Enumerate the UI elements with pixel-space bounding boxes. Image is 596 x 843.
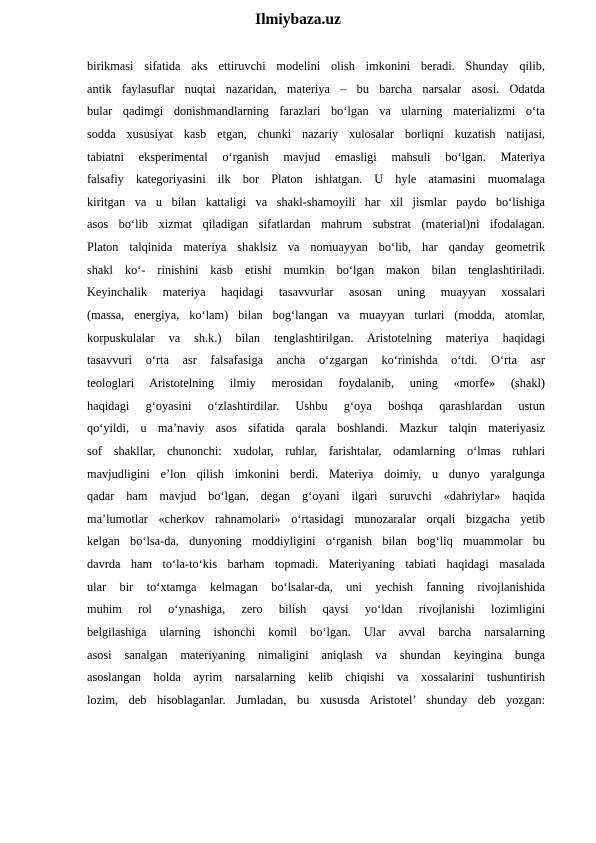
paragraph-line: lozim, deb hisoblaganlar. Jumladan, bu xususda Aristotel’ shunday deb yozgan: xyxy=(87,692,545,707)
paragraph-line: Keyinchalik materiya haqidagi tasavvurlar asosan uning muayyan xossalari xyxy=(87,285,545,300)
site-header-title: Ilmiybaza.uz xyxy=(255,11,341,28)
paragraph-line: (massa, energiya, ko‘lam) bilan bog‘langan va muayyan turlari (modda, atomlar, xyxy=(87,308,545,323)
paragraph-line: sodda xususiyat kasb etgan, chunki nazariy xulosalar borliqni kuzatish natijasi, xyxy=(87,126,545,141)
paragraph-line: tabiatni eksperimental o‘rganish mavjud emasligi mahsuli bo‘lgan. Materiya xyxy=(87,149,545,164)
paragraph-line: Platon talqinida materiya shaklsiz va nomuayyan bo‘lib, har qanday geometrik xyxy=(87,240,545,255)
paragraph-line: kelgan bo‘lsa-da, dunyoning moddiyligini o‘rganish bilan bog‘liq muammolar bu xyxy=(87,534,545,549)
paragraph-line: haqidagi g‘oyasini o‘zlashtirdilar. Ushbu g‘oya boshqa qarashlardan ustun xyxy=(87,398,545,413)
paragraph-line: belgilashiga ularning ishonchi komil bo‘lgan. Ular avval barcha narsalarning xyxy=(87,625,545,640)
paragraph-line: antik faylasuflar nuqtai nazaridan, materiya – bu barcha narsalar asosi. Odatda xyxy=(87,81,545,96)
paragraph-line: bular qadimgi donishmandlarning farazlari bo‘lgan va ularning materializmi o‘ta xyxy=(87,104,545,119)
paragraph-line: mavjudligini e’lon qilish imkonini berdi. Materiya doimiy, u dunyo yaralgunga xyxy=(87,466,545,481)
paragraph-line: ma’lumotlar «cherkov rahnamolari» o‘rtasidagi munozaralar orqali bizgacha yetib xyxy=(87,511,545,526)
paragraph-line: kiritgan va u bilan kattaligi va shakl-shamoyili har xil jismlar paydo bo‘lishiga xyxy=(87,194,545,209)
paragraph-line: muhim rol o‘ynashiga, zero bilish qaysi yo‘ldan rivojlanishi lozimligini xyxy=(87,602,545,617)
paragraph-line: davrda ham to‘la-to‘kis barham topmadi. Materiyaning tabiati haqidagi masalada xyxy=(87,557,545,572)
paragraph-line: shakl ko‘- rinishini kasb etishi mumkin bo‘lgan makon bilan tenglashtiriladi. xyxy=(87,262,545,277)
paragraph-line: sof shakllar, chunonchi: xudolar, ruhlar, farishtalar, odamlarning o‘lmas ruhlari xyxy=(87,443,545,458)
paragraph-line: asos bo‘lib xizmat qiladigan sifatlardan mahrum substrat (material)ni ifodalagan. xyxy=(87,217,545,232)
paragraph-line: birikmasi sifatida aks ettiruvchi modelini olish imkonini beradi. Shunday qilib, xyxy=(87,59,545,73)
paragraph-line: korpuskulalar va sh.k.) bilan tenglashtirilgan. Aristotelning materiya haqidagi xyxy=(87,330,545,345)
paragraph-line: qadar ham mavjud bo‘lgan, degan g‘oyani ilgari suruvchi «dahriylar» haqida xyxy=(87,489,545,504)
paragraph-line: falsafiy kategoriyasini ilk bor Platon ishlatgan. U hyle atamasini muomalaga xyxy=(87,172,545,187)
paragraph-line: teologlari Aristotelning ilmiy merosidan foydalanib, uning «morfe» (shakl) xyxy=(87,375,545,390)
paragraph-line: asoslangan holda ayrim narsalarning kelib chiqishi va xossalarini tushuntirish xyxy=(87,670,545,685)
document-body xyxy=(87,55,545,712)
paragraph-line: qo‘yildi, u ma’naviy asos sifatida qarala boshlandi. Mazkur talqin materiyasiz xyxy=(87,421,545,436)
paragraph-line: tasavvuri o‘rta asr falsafasiga ancha o‘zgargan ko‘rinishda o‘tdi. O‘rta asr xyxy=(87,353,545,368)
paragraph-line: ular bir to‘xtamga kelmagan bo‘lsalar-da, uni yechish fanning rivojlanishida xyxy=(87,579,545,594)
paragraph-line: asosi sanalgan materiyaning nimaligini aniqlash va shundan keyingina bunga xyxy=(87,647,545,662)
